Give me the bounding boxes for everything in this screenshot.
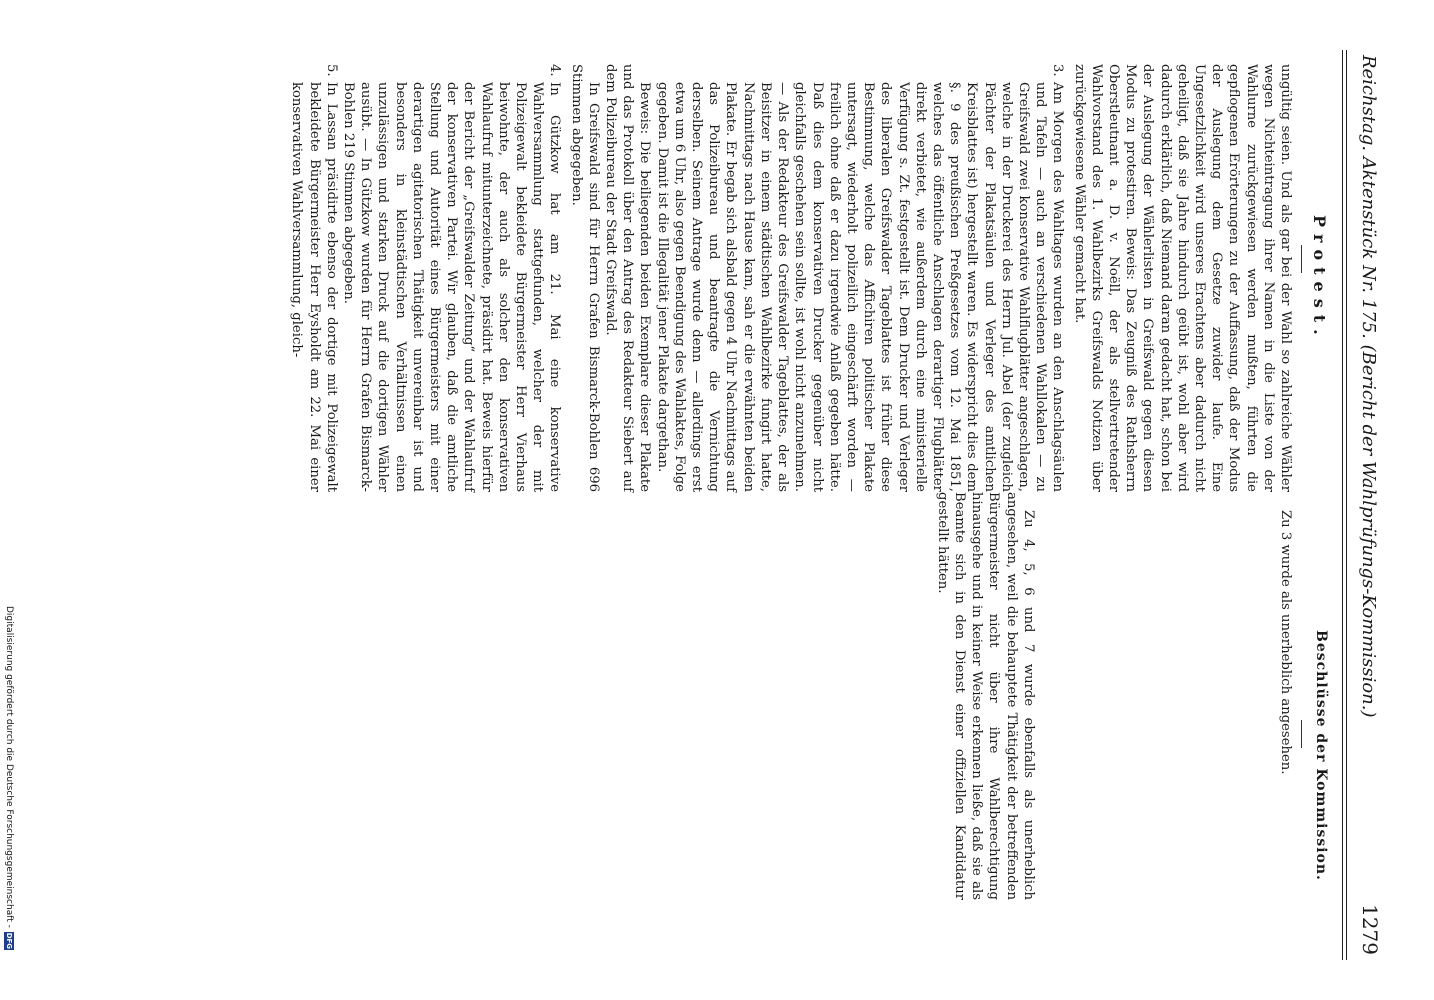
right-column-heading: Beschlüsse der Kommission.	[1313, 630, 1329, 881]
item-3-beweis: Beweis: Die beiliegenden beiden Exemplare dieser Plakate und das Protokoll über den Antrag des Redakteur Siebert auf dem Polizeibureau der Stadt Greifswald.	[603, 64, 653, 492]
decision-zu-4-5-6-7: Zu 4, 5, 6 und 7 wurde ebenfalls als unerheblich angesehen, weil die behauptete Thätigkeit der betreffenden Bürgermeister nicht über ihre Wahlberechtigung hinausgehe und in keiner Weise erkennen ließe, daß sie als Beamte sich in den Dienst einer offiziellen Kandidatur gestellt hätten.	[934, 492, 1036, 900]
dfg-logo-icon: DFG	[5, 932, 13, 950]
item-text: In Lassan präsidirte ebenso der dortige mit Polizeigewalt bekleidete Bürgermeister Herr Eysholdt am 22. Mai einer konservativen Wahlversammlung, gleich-	[289, 82, 339, 492]
protest-item-5	[288, 64, 340, 492]
protest-item-3	[653, 64, 1066, 492]
item-number: 4.	[547, 64, 563, 77]
digitization-credit	[4, 606, 14, 996]
page-number: 1279	[1358, 904, 1382, 955]
header-rule	[1346, 50, 1347, 960]
protest-item-4	[340, 64, 564, 492]
protest-column	[288, 64, 1294, 492]
page-header	[1352, 55, 1382, 955]
left-heading-rule	[1301, 245, 1302, 273]
left-column-heading: Protest.	[1310, 215, 1329, 342]
running-title: Reichstag. Aktenstück Nr. 175. (Bericht der Wahlprüfungs-Kommission.)	[1358, 55, 1379, 718]
credit-text: Digitalisierung gefördert durch die Deutsche Forschungsgemeinschaft -	[4, 606, 14, 928]
item-text: Am Morgen des Wahltages wurden an den Anschlagsäulen und Tafeln — auch an verschiedenen Wahllokalen — zu Greifswald zwei konservative Wahlflugblätter angeschlagen, welche in der Druckerei des Herrn Jul. Abel (der zugleich Pächter der Plakatsäulen und Verleger des amtlichen Kreisblattes ist) hergestellt waren. Es widerspricht dies dem §. 9 des preußischen Preßgesetzes vom 12. Mai 1851, welches das öffentliche Anschlagen derartiger Flugblätter direkt verbietet, wie außerdem durch eine ministerielle Verfügung s. Zt. festgestellt ist. Dem Drucker und Verleger des liberalen Greifswalder Tageblattes ist früher diese Bestimmung, welche das Affichiren politischer Plakate untersagt, wiederholt polizeilich eingeschärft worden — freilich ohne daß er dazu irgendwie Anlaß gegeben hätte. Daß dies dem konservativen Drucker gegenüber nicht gleichfalls geschehen sein sollte, ist wohl nicht anzunehmen. — Als der Redakteur des Greifswalder Tageblattes, der als Beisitzer in einem städtischen Wahlbezirke fungirt hatte, Nachmittags nach Hause kam, sah er die erwähnten beiden Plakate. Er begab sich alsbald gegen 4 Uhr Nachmittags auf das Polizeibureau und beantragte die Vernichtung derselben. Seinem Antrage wurde denn — allerdings erst etwa um 6 Uhr, also gegen Beendigung des Wahlaktes, Folge gegeben. Damit ist die Illegalität jener Plakate dargethan.	[654, 82, 1066, 492]
item-number: 3.	[1050, 64, 1066, 77]
decision-zu-3: Zu 3 wurde als unerheblich angesehen.	[1278, 510, 1293, 775]
greifswald-votes: In Greifswald sind für Herrn Grafen Bismarck-Bohlen 696 Stimmen abgegeben.	[568, 64, 601, 492]
header-rule-double	[1342, 50, 1343, 960]
item-number: 5.	[323, 64, 339, 77]
decisions-column	[934, 492, 1294, 900]
protest-intro-paragraph: ungültig seien. Und als gar bei der Wahl so zahlreiche Wähler wegen Nichteintragung ihrer Namen in die Liste von der Wahlurne zurückgewiesen werden mußten, führten die gepflogenen Erörterungen zu der Auffassung, daß der Modus der Auslegung dem Gesetze zuwider laufe. Eine Ungesetzlichkeit wird unseres Erachtens aber dadurch nicht geheiligt, daß sie Jahre hindurch geübt ist, wohl aber wird dadurch erklärlich, daß Niemand daran gedacht hat, schon bei der Auslegung der Wählerlisten in Greifswald gegen diesen Modus zu protestiren. Beweis: Das Zeugniß des Rathsherrn Oberstleutnant a. D. v. Noëll, der als stellvertretender Wahlvorstand des 1. Wahlbezirks Greifswalds Notizen über zurückgewiesene Wähler gemacht hat.	[1071, 64, 1293, 492]
item-text: In Gützkow hat am 21. Mai eine konservative Wahlversammlung stattgefunden, welcher der mit Polizeigewalt bekleidete Bürgermeister Herr Vierhaus beiwohnte, der auch als solcher den konservativen Wahlaufruf mitunterzeichnete, präsidirt hat. Beweis hierfür der Bericht der „Greifswalder Zeitung“ und der Wahlaufruf der konservativen Partei. Wir glauben, daß die amtliche Stellung und Autorität eines Bürgermeisters mit einer derartigen agitatorischen Thätigkeit unvereinbar ist und besonders in kleinstädtischen Verhältnissen einen unzulässigen und starken Druck auf die dortigen Wähler ausübt. — In Gützkow wurden für Herrn Grafen Bismarck-Bohlen 219 Stimmen abgegeben.	[341, 82, 563, 492]
right-heading-rule	[1301, 720, 1302, 748]
